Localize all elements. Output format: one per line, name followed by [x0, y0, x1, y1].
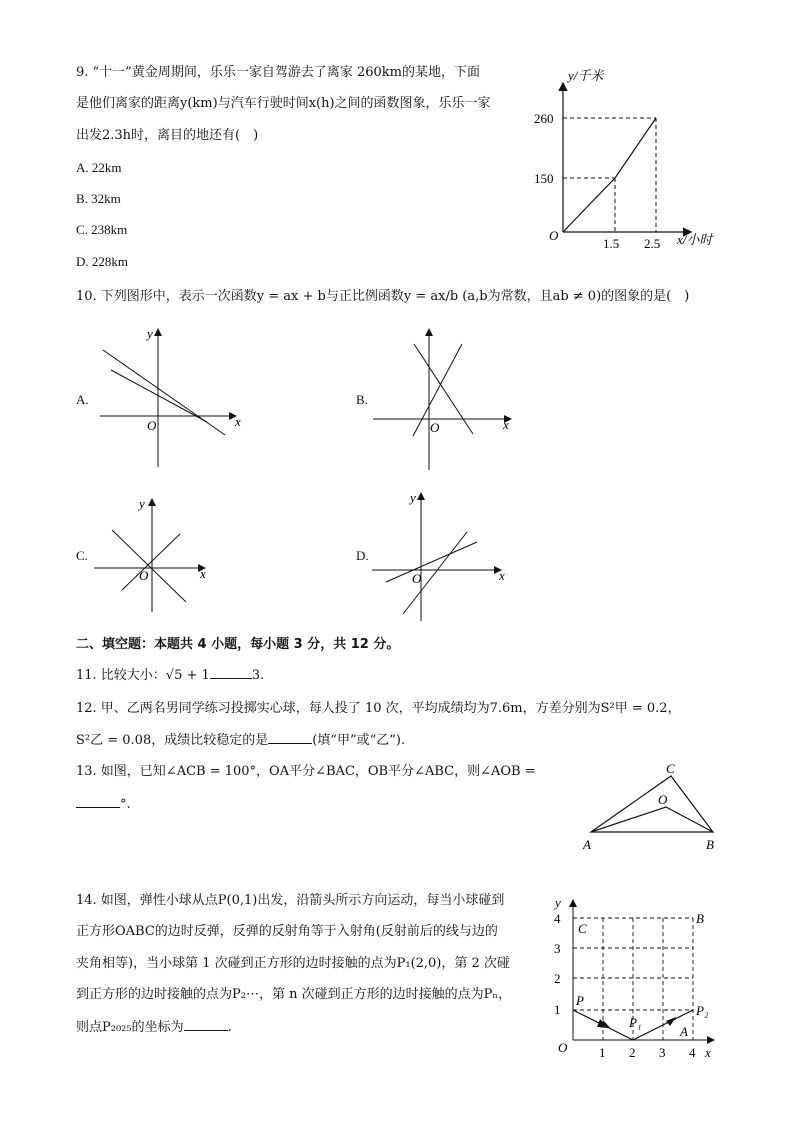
q14-text-end: .: [227, 1020, 232, 1035]
q11-text-end: 3.: [251, 668, 265, 683]
section-2-title: 二、填空题：本题共 4 小题，每小题 3 分，共 12 分。: [76, 637, 400, 652]
q12-text-end: (填“甲”或“乙”).: [312, 733, 406, 748]
q10-c-line-2: [122, 534, 180, 590]
q10-b-origin: O: [430, 420, 440, 435]
q10-option-a-label[interactable]: A.: [76, 392, 89, 407]
q14-y-tick-4: 4: [554, 911, 561, 926]
q11-text: 11. 比较大小：√5 + 1: [76, 668, 210, 683]
q9-x-axis-label: x/小时: [677, 232, 713, 247]
q9-x-tick-1-5: 1.5: [603, 236, 620, 251]
q12-answer-blank[interactable]: [268, 731, 312, 744]
q10-a-x-label: x: [235, 414, 241, 429]
q10-a-y-label: y: [147, 326, 153, 341]
q9-option-b[interactable]: B. 32km: [76, 191, 121, 206]
q14-y-tick-2: 2: [554, 971, 561, 986]
q13-label-c: C: [666, 761, 675, 776]
q14-origin: O: [558, 1040, 568, 1055]
q9-y-tick-260: 260: [534, 111, 554, 126]
q10-graph-c[interactable]: [92, 494, 222, 614]
q10-d-y-label: y: [410, 490, 416, 505]
q13-line-1: 13. 如图，已知∠ACB = 100°，OA平分∠BAC，OB平分∠ABC，则∠AOB =: [76, 764, 536, 779]
q9-line-3: 出发2.3h时，离目的地还有( ): [76, 128, 259, 143]
q13-label-o: O: [658, 792, 668, 807]
q13-line-2: [76, 795, 131, 814]
q9-distance-line: [563, 118, 656, 232]
q9-x-tick-2-5: 2.5: [644, 236, 661, 251]
q14-x-tick-3: 3: [659, 1045, 666, 1060]
q13-triangle-figure: [578, 760, 728, 855]
q10-option-b-label[interactable]: B.: [356, 392, 368, 407]
q14-line-2: 正方形OABC的边时反弹，反弹的反射角等于入射角(反射前后的线与边的: [76, 924, 498, 939]
q14-x-label: x: [705, 1045, 711, 1060]
q14-point-a: A: [680, 1024, 688, 1039]
q14-y-tick-3: 3: [554, 941, 561, 956]
q14-y-label: y: [555, 895, 561, 910]
q9-option-c[interactable]: C. 238km: [76, 222, 128, 237]
q14-point-p2: P₂: [696, 1003, 709, 1018]
q14-point-p1: P₁: [629, 1015, 642, 1030]
q10-b-x-label: x: [503, 417, 509, 432]
q10-graph-d[interactable]: [370, 488, 520, 623]
q11-answer-blank[interactable]: [210, 666, 252, 679]
q12-text: S²乙 = 0.08，成绩比较稳定的是: [76, 733, 269, 748]
q13-label-a: A: [583, 837, 591, 852]
q10-d-line-1: [386, 542, 477, 582]
q10-line-1: 10. 下列图形中，表示一次函数y = ax + b与正比例函数y = ax/b (a,b为常数，且ab ≠ 0)的图象的是( ): [76, 289, 690, 304]
q12-line-1: 12. 甲、乙两名男同学练习投掷实心球，每人投了 10 次，平均成绩均为7.6m，方差分别为S²甲 = 0.2，: [76, 701, 681, 716]
q14-text: 则点P₂₀₂₅的坐标为: [76, 1020, 184, 1035]
q14-x-tick-4: 4: [689, 1045, 696, 1060]
q10-c-line-1: [112, 530, 186, 602]
q10-graph-b[interactable]: [370, 322, 530, 472]
q9-option-a[interactable]: A. 22km: [76, 160, 122, 175]
q14-line-5: [76, 1018, 232, 1037]
q10-option-c-label[interactable]: C.: [76, 548, 88, 563]
q13-label-b: B: [706, 837, 714, 852]
q10-b-line-1: [414, 344, 473, 434]
q9-origin: O: [549, 228, 559, 243]
q10-a-line-2: [111, 370, 207, 422]
q9-option-d[interactable]: D. 228km: [76, 254, 128, 269]
q14-grid-figure: [548, 893, 728, 1063]
q14-x-tick-2: 2: [629, 1045, 636, 1060]
q14-point-c: C: [578, 921, 587, 936]
q9-line-1: 9. “十一”黄金周期间，乐乐一家自驾游去了离家 260km的某地，下面: [76, 65, 480, 80]
q14-x-tick-1: 1: [599, 1045, 606, 1060]
q14-line-3: 夹角相等)，当小球第 1 次碰到正方形的边时接触的点为P₁(2,0)，第 2 次碰: [76, 956, 510, 971]
q14-point-p: P: [576, 993, 584, 1008]
q14-line-1: 14. 如图，弹性小球从点P(0,1)出发，沿箭头所示方向运动，每当小球碰到: [76, 893, 505, 908]
q11-line: [76, 666, 264, 685]
q13-degree: °.: [120, 797, 131, 812]
q10-c-origin: O: [139, 568, 149, 583]
q10-c-x-label: x: [200, 566, 206, 581]
q12-line-2: [76, 731, 405, 750]
q10-option-d-label[interactable]: D.: [356, 548, 369, 563]
q14-answer-blank[interactable]: [184, 1018, 228, 1031]
q10-d-origin: O: [412, 571, 422, 586]
q13-answer-blank[interactable]: [76, 795, 120, 808]
q10-c-y-label: y: [139, 496, 145, 511]
q10-d-x-label: x: [499, 568, 505, 583]
q9-y-tick-150: 150: [534, 171, 554, 186]
q10-a-origin: O: [147, 418, 157, 433]
q13-triangle-abc: [591, 776, 713, 832]
q9-distance-time-graph: [534, 62, 740, 252]
q9-line-2: 是他们离家的距离y(km)与汽车行驶时间x(h)之间的函数图象，乐乐一家: [76, 96, 491, 111]
q14-line-4: 到正方形的边时接触的点为P₂⋯，第 n 次碰到正方形的边时接触的点为Pₙ，: [76, 987, 511, 1002]
q9-y-axis-label: y/千米: [568, 68, 604, 83]
q14-point-b: B: [696, 911, 704, 926]
q10-graph-a[interactable]: [95, 322, 255, 472]
q14-y-tick-1: 1: [554, 1002, 561, 1017]
